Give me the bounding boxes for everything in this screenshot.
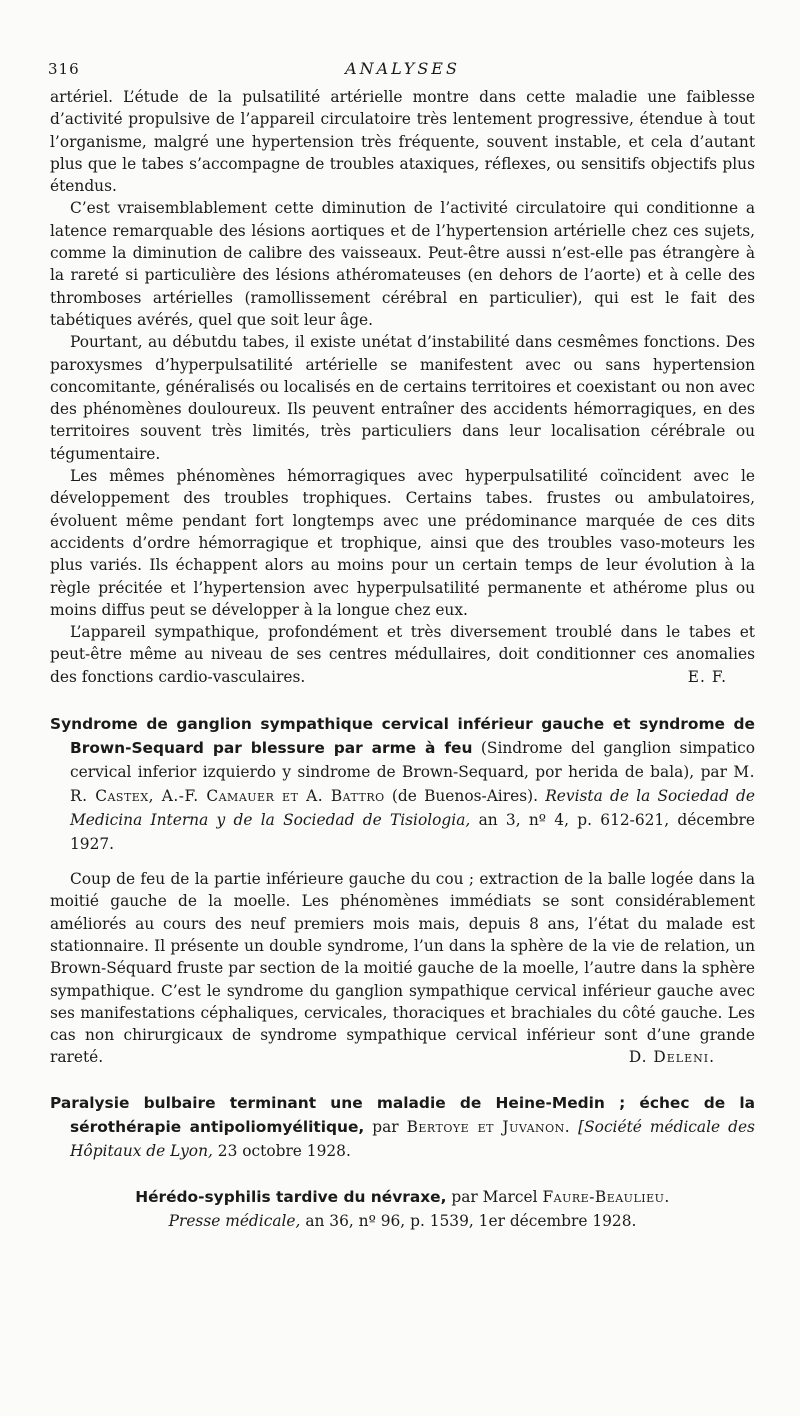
authors: Bertoye et Juvanon. xyxy=(406,1117,571,1136)
page-header xyxy=(50,52,755,86)
page xyxy=(50,52,755,1233)
original-title: (Sindrome del ganglion simpatico cervical inferior izquierdo y sindrome de Brown-Sequard, por herida de bala), par xyxy=(70,739,755,782)
journal: Revista de la Sociedad de Medicina Interna y de la Sociedad de Tisiologia, xyxy=(70,787,755,830)
citation: an 36, nº 96, p. 1539, 1er décembre 1928. xyxy=(305,1211,637,1230)
article-heading xyxy=(50,712,755,856)
by: par Marcel xyxy=(451,1187,538,1206)
running-head: ANALYSES xyxy=(345,59,460,78)
article-1 xyxy=(50,86,755,688)
article-4 xyxy=(50,1185,755,1233)
article-2 xyxy=(50,712,755,1069)
paragraph: Les mêmes phénomènes hémorragiques avec hyperpulsatilité coïncident avec le développement des troubles trophiques. Certains tabes. frustes ou ambulatoires, évoluent même pendant fort longtemps avec une prédominance marquée de ces dits accidents d’ordre hémorragique et trophique, ainsi que des troubles vaso-moteurs les plus variés. Ils échappent alors au moins pour un certain temps de leur évolution à la règle précitée et l’hypertension avec hyperpulsatilité permanente et athérome plus ou moins diffus peut se développer à la longue chez eux. xyxy=(50,467,755,619)
paragraph-with-signature xyxy=(50,621,755,688)
paragraph-text: L’appareil sympathique, profondément et très diversement troublé dans le tabes et peut-être même au niveau de ses centres médullaires, doit conditionner ces anomalies des fonctions cardio-vasculaires. xyxy=(50,623,755,686)
authors: Faure-Beaulieu. xyxy=(542,1187,670,1206)
citation: 23 octobre 1928. xyxy=(217,1141,351,1160)
page-number: 316 xyxy=(48,60,80,78)
paragraph: C’est vraisemblablement cette diminution de l’activité circulatoire qui conditionne a latence remarquable des lésions aortiques et de l’hypertension artérielle chez ces sujets, comme la diminution de calibre des vaisseaux. Peut-être aussi n’est-elle pas étrangère à la rareté si particulière des lésions athéromateuses (en dehors de l’aorte) et à celle des thromboses artérielles (ramollissement cérébral en particulier), qui est le fait des tabétiques avérés, quel que soit leur âge. xyxy=(50,199,755,329)
journal: Presse médicale, xyxy=(168,1211,301,1230)
journal: [Société médicale des Hôpitaux de Lyon, xyxy=(70,1117,755,1160)
article-3 xyxy=(50,1091,755,1163)
signature: E. F. xyxy=(687,667,727,686)
paragraph: Pourtant, au débutdu tabes, il existe unétat d’instabilité dans cesmêmes fonctions. Des paroxysmes d’hyperpulsatilité artérielle se manifestent avec ou sans hypertension concomitante, généralisés ou localisés en de certains territoires et coexistant ou non avec des phénomènes douloureux. Ils peuvent entraîner des accidents hémorragiques, en des territoires souvent très limités, très particuliers dans leur localisation cérébrale ou tégumentaire. xyxy=(50,333,755,463)
location: (de Buenos-Aires). xyxy=(391,787,538,806)
authors: M. R. Castex, A.-F. Camauer et A. Battro xyxy=(70,763,755,806)
article-heading xyxy=(50,1091,755,1163)
article-title: Paralysie bulbaire terminant une maladie de Heine-Medin ; échec de la sérothérapie antipoliomyélitique, xyxy=(50,1093,755,1136)
article-heading xyxy=(50,1185,755,1233)
paragraph: artériel. L’étude de la pulsatilité artérielle montre dans cette maladie une faiblesse d’activité propulsive de l’appareil circulatoire très lentement progressive, étendue à tout l’organisme, malgré une hypertension très fréquente, souvent instable, et cela d’autant plus que le tabes s’accompagne de troubles ataxiques, réflexes, ou sensitifs objectifs plus étendus. xyxy=(50,88,755,196)
by: par xyxy=(372,1117,399,1136)
article-title: Hérédo-syphilis tardive du névraxe, xyxy=(135,1187,447,1206)
citation: an 3, nº 4, p. 612-621, décembre 1927. xyxy=(70,811,755,854)
summary-text: Coup de feu de la partie inférieure gauche du cou ; extraction de la balle logée dans la moitié gauche de la moelle. Les phénomènes immédiats se sont considérablement améliorés au cours des neuf premiers mois mais, depuis 8 ans, l’état du malade est stationnaire. Il présente un double syndrome, l’un dans la sphère de la vie de relation, un Brown-Séquard fruste par section de la moitié gauche de la moelle, l’autre dans la sphère sympathique. C’est le syndrome du ganglion sympathique cervical inférieur gauche avec ses manifestations céphaliques, cervicales, thoraciques et brachiales du côté gauche. Les cas non chirurgicaux de syndrome sympathique cervical inférieur sont d’une grande rareté. xyxy=(50,870,755,1067)
signature: D. Deleni. xyxy=(628,1048,715,1067)
article-title: Syndrome de ganglion sympathique cervical inférieur gauche et syndrome de Brown-Sequard par blessure par arme à feu xyxy=(50,715,755,758)
summary xyxy=(50,868,755,1069)
